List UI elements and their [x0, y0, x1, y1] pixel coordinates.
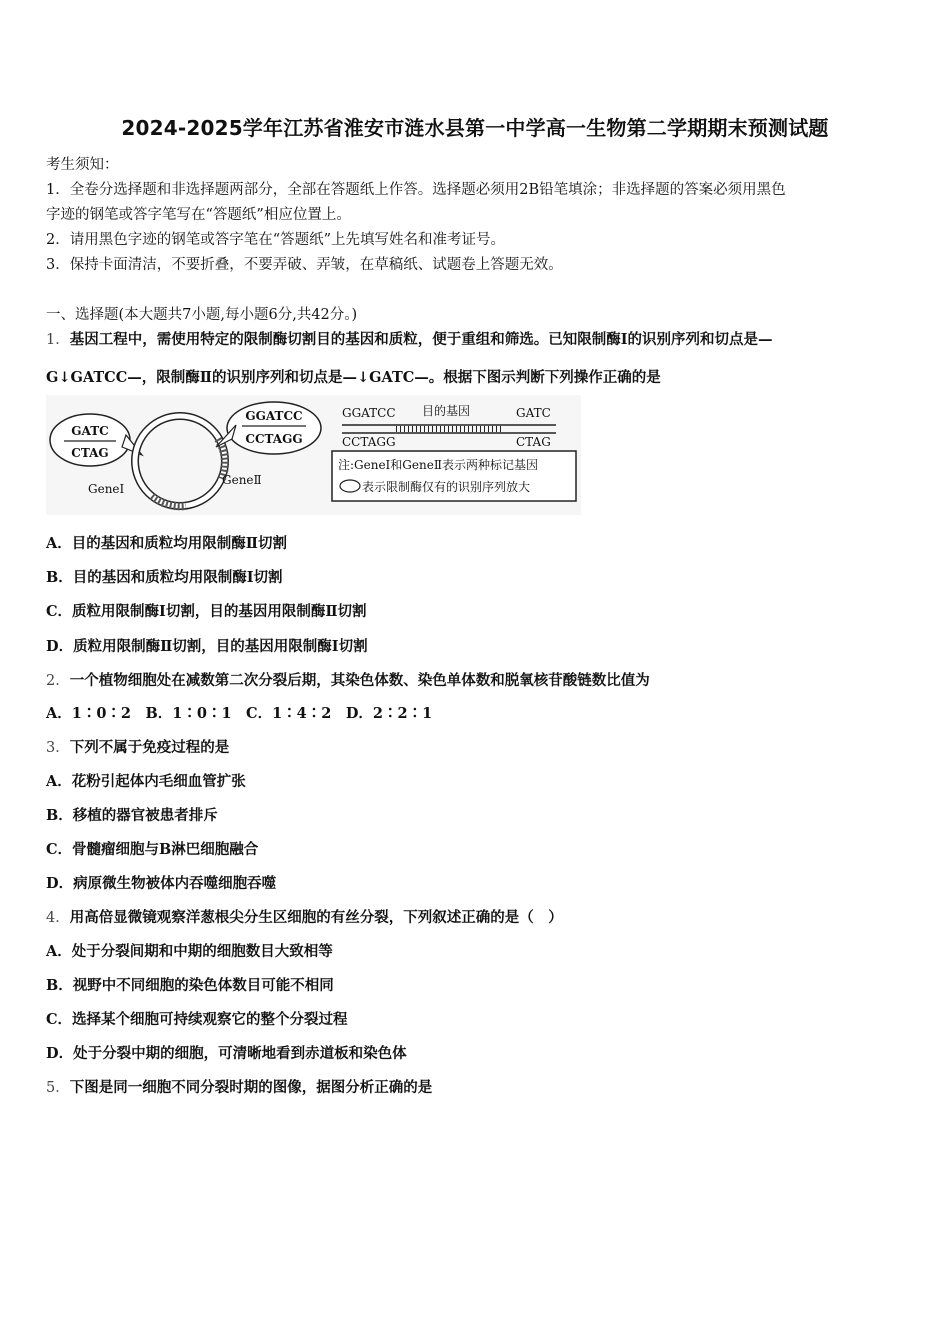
- q4-option-a: A．处于分裂间期和中期的细胞数目大致相等: [46, 943, 333, 960]
- question-text: 基因工程中，需使用特定的限制酶切割目的基因和质粒，便于重组和筛选。已知限制酶Ⅰ的识别序列和切点是—: [69, 331, 773, 348]
- target-bottom-left: CCTAGG: [342, 435, 396, 449]
- page-title: 2024-2025学年江苏省淮安市涟水县第一中学高一生物第二学期期末预测试题: [121, 116, 829, 140]
- q3-option-a: A．花粉引起体内毛细血管扩张: [46, 773, 246, 790]
- question-text: 下列不属于免疫过程的是: [69, 739, 230, 756]
- section-heading: 一、选择题(本大题共7小题,每小题6分,共42分。): [46, 307, 358, 323]
- question-3: [46, 736, 229, 757]
- notice-item: 2．请用黑色字迹的钢笔或答字笔在“答题纸”上先填写姓名和准考证号。: [46, 232, 506, 248]
- q4-option-c: C．选择某个细胞可持续观察它的整个分裂过程: [46, 1011, 348, 1028]
- question-number: 2．: [46, 673, 70, 689]
- q3-option-d: D．病原微生物被体内吞噬细胞吞噬: [46, 875, 277, 892]
- target-bottom-right: CTAG: [516, 435, 551, 449]
- question-number: 1．: [46, 332, 70, 348]
- question-5: [46, 1076, 432, 1097]
- question-text: 下图是同一细胞不同分裂时期的图像，据图分析正确的是: [69, 1079, 433, 1096]
- q2-options: A．1∶0∶2 B．1∶0∶1 C．1∶4∶2 D．2∶2∶1: [46, 705, 433, 722]
- notice-item: 3．保持卡面清洁，不要折叠，不要弄破、弄皱，在草稿纸、试题卷上答题无效。: [46, 257, 563, 273]
- q4-option-d: D．处于分裂中期的细胞，可清晰地看到赤道板和染色体: [46, 1045, 407, 1062]
- target-top-right: GATC: [516, 406, 551, 420]
- question-number: 5．: [46, 1080, 70, 1096]
- question-number: 3．: [46, 740, 70, 756]
- question-1: [46, 328, 773, 349]
- question-2: [46, 669, 650, 690]
- question-4: [46, 906, 563, 927]
- gene1-label: GeneⅠ: [88, 482, 125, 496]
- plasmid-figure: [46, 395, 581, 515]
- notice-item: 字迹的钢笔或答字笔写在“答题纸”相应位置上。: [46, 207, 351, 223]
- note-line-2: 表示限制酶仅有的识别序列放大: [362, 480, 531, 494]
- question-1-continued: G↓GATCC—，限制酶Ⅱ的识别序列和切点是—↓GATC—。根据下图示判断下列操作正确的是: [46, 369, 661, 386]
- q1-option-a: A．目的基因和质粒均用限制酶Ⅱ切割: [46, 535, 287, 552]
- bubble-right-top: GGATCC: [245, 409, 303, 423]
- question-text: 用高倍显微镜观察洋葱根尖分生区细胞的有丝分裂，下列叙述正确的是（ ）: [69, 909, 563, 926]
- question-number: 4．: [46, 910, 70, 926]
- q1-option-c: C．质粒用限制酶Ⅰ切割，目的基因用限制酶Ⅱ切割: [46, 603, 367, 620]
- question-text: 一个植物细胞处在减数第二次分裂后期，其染色体数、染色单体数和脱氧核苷酸链数比值为: [69, 672, 650, 689]
- q3-option-b: B．移植的器官被患者排斥: [46, 807, 218, 824]
- bubble-left-top: GATC: [71, 424, 109, 438]
- target-gene-label: 目的基因: [422, 404, 471, 418]
- q1-option-b: B．目的基因和质粒均用限制酶Ⅰ切割: [46, 569, 283, 586]
- gene2-label: GeneⅡ: [222, 473, 262, 487]
- q1-option-d: D．质粒用限制酶Ⅱ切割，目的基因用限制酶Ⅰ切割: [46, 638, 368, 655]
- note-line-1: 注:GeneⅠ和GeneⅡ表示两种标记基因: [338, 458, 538, 472]
- target-top-left: GGATCC: [342, 406, 396, 420]
- notice-heading: 考生须知：: [46, 157, 119, 173]
- bubble-right-bottom: CCTAGG: [245, 432, 303, 446]
- q4-option-b: B．视野中不同细胞的染色体数目可能不相同: [46, 977, 334, 994]
- bubble-legend-icon: [340, 480, 360, 492]
- bubble-left-bottom: CTAG: [71, 446, 109, 460]
- q3-option-c: C．骨髓瘤细胞与B淋巴细胞融合: [46, 841, 259, 858]
- notice-item: 1．全卷分选择题和非选择题两部分，全部在答题纸上作答。选择题必须用2B铅笔填涂；非选择题的答案必须用黑色: [46, 182, 786, 198]
